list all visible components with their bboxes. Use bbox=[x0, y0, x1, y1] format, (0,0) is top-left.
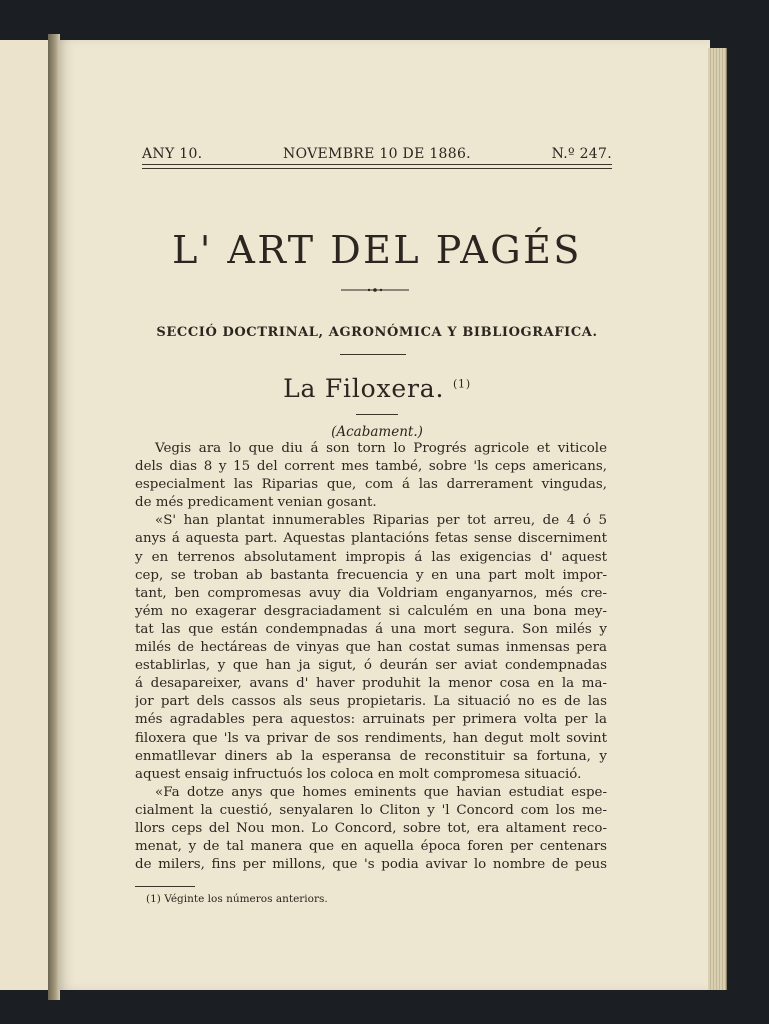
section-heading: SECCIÓ DOCTRINAL, AGRONÓMICA Y BIBLIOGRAFICA. bbox=[156, 325, 598, 340]
body-line: llors ceps del Nou mon. Lo Concord, sobre tot, era altament reco- bbox=[135, 820, 607, 836]
body-line: cialment la cuestió, senyalaren lo Cliton y 'l Concord com los me- bbox=[135, 802, 607, 818]
body-line: anys á aquesta part. Aquestas plantacións fetas sense discerniment bbox=[135, 531, 607, 547]
body-line: aquest ensaig infructuós los coloca en molt compromesa situació. bbox=[135, 766, 582, 782]
body-line: més agradables pera aquestos: arruinats per primera volta per la bbox=[135, 712, 607, 728]
footnote: (1) Véginte los números anteriors. bbox=[146, 893, 328, 905]
body-line: especialment las Riparias que, com á las darrerament vingudas, bbox=[135, 477, 607, 493]
body-line: y en terrenos absolutament impropis á las exigencias d' aquest bbox=[135, 549, 607, 565]
article-body bbox=[135, 440, 607, 874]
header-number: N.º 247. bbox=[551, 146, 612, 162]
body-line: enmatllevar diners ab la esperansa de reconstituir sa fortuna, y bbox=[135, 748, 607, 764]
body-line: cep, se troban ab bastanta frecuencia y en una part molt impor- bbox=[135, 567, 607, 583]
body-line: jor part dels cassos als seus propietaris. La situació no es de las bbox=[135, 694, 607, 710]
body-line: milés de hectáreas de vinyas que han costat sumas inmensas pera bbox=[135, 640, 607, 656]
body-line: establirlas, y que han ja sigut, ó deurán ser aviat condempnadas bbox=[135, 658, 607, 674]
header-year: ANY 10. bbox=[142, 146, 203, 162]
body-line: de més predicament venian gosant. bbox=[135, 495, 377, 511]
article-subtitle: (Acabament.) bbox=[331, 424, 423, 440]
ornament-divider bbox=[341, 288, 409, 292]
heading-rule bbox=[356, 414, 398, 415]
footnote-reference: (1) bbox=[452, 377, 471, 391]
body-line: de milers, fins per millons, que 's podia avivar lo nombre de peus bbox=[135, 857, 607, 873]
body-line: Vegis ara lo que diu á son torn lo Progrés agricole et viticole bbox=[155, 441, 607, 456]
body-line: tant, ben compromesas avuy dia Voldriam enganyarnos, més cre- bbox=[135, 585, 607, 601]
section-rule bbox=[340, 354, 406, 355]
footnote-rule bbox=[135, 886, 195, 887]
masthead-title: L' ART DEL PAGÉS bbox=[172, 228, 582, 272]
left-page-edge bbox=[0, 40, 50, 990]
article-heading bbox=[142, 374, 612, 403]
body-line: yém no exagerar desgraciadament si calculém en una bona mey- bbox=[135, 603, 607, 619]
body-line: á desapareixer, avans d' haver produhit la menor cosa en la ma- bbox=[135, 676, 607, 692]
body-line: «Fa dotze anys que homes eminents que havian estudiat espe- bbox=[155, 784, 607, 800]
body-line: menat, y de tal manera que en aquella época foren per centenars bbox=[135, 839, 607, 855]
body-line: filoxera que 'ls va privar de sos rendiments, han degut molt sovint bbox=[135, 730, 607, 746]
body-line: «S' han plantat innumerables Riparias per tot arreu, de 4 ó 5 bbox=[155, 513, 607, 529]
header-rule-bottom bbox=[142, 168, 612, 169]
article-title: La Filoxera. bbox=[283, 374, 445, 403]
body-line: tat las que están condempnadas á una mort segura. Son milés y bbox=[135, 621, 607, 637]
running-header bbox=[142, 146, 612, 162]
page-stack-edge bbox=[708, 48, 727, 990]
header-date: NOVEMBRE 10 DE 1886. bbox=[283, 146, 471, 162]
body-line: dels dias 8 y 15 del corrent mes també, sobre 'ls ceps americans, bbox=[135, 459, 607, 475]
header-rule-top bbox=[142, 164, 612, 165]
